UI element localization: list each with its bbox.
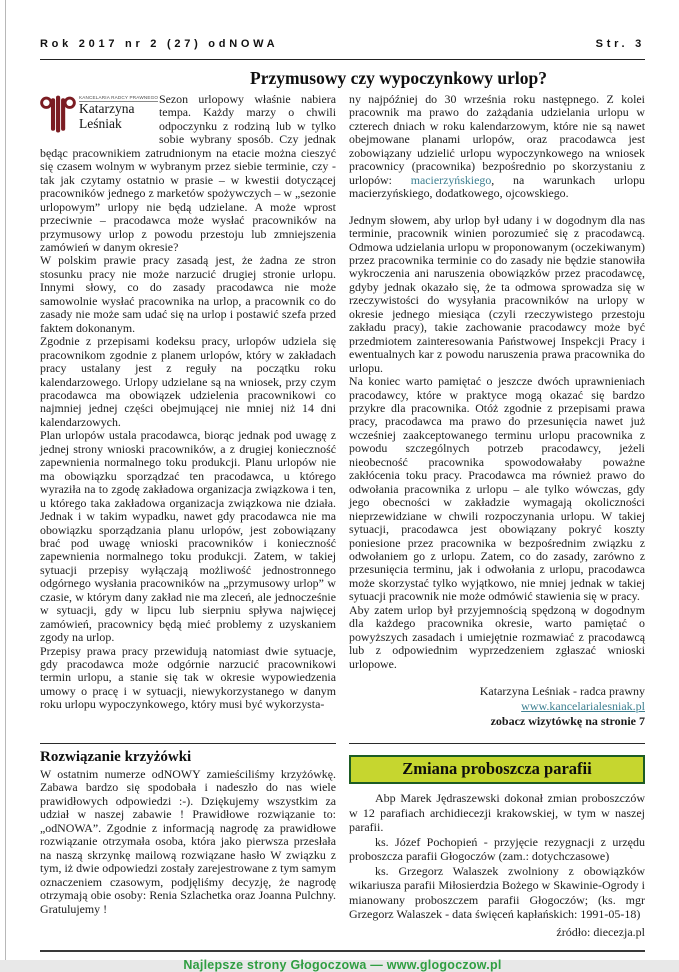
article-body: [40, 93, 645, 729]
paragraph: W polskim prawie pracy zasadą jest, że żadna ze stron stosunku pracy nie może narzucić drugiej stronie urlopu. Innymi słowy, co do zasady pracodawca nie może samowolnie wysłać pracownika na urlop, a pracownik co do zasady nie może sam udać się na urlop i postawić szefa przed faktem dokonanym.: [40, 253, 336, 335]
footer-divider: [40, 950, 645, 952]
page-header: [40, 38, 645, 50]
paragraph: Plan urlopów ustala pracodawca, biorąc jednak pod uwagę z jednej strony wnioski pracowników, a z drugiej konieczność zapewnienia normalnego toku produkcji. Planu urlopów nie ma obowiązku sporządzać ten pracodawca, u którego wyraziła na to zgodę zakładowa organizacja związkowa i ten, u którego taka zakładowa organizacja związkowa nie działa. Jednak i w takim wypadku, nawet gdy pracodawca nie ma obowiązku sporządzania planu urlopów, jest zobowiązany brać pod uwagę wnioski pracowników i konieczność zapewnienia normalnego toku produkcji. Zatem, w takiej sytuacji przepisy wyłączają możliwość jednostronnego odgórnego wysłania pracowników na „przymusowy urlop” w czasie, w którym dany zakład nie ma zleceń, ale jednocześnie w sytuacji, gdy w lipcu lub sierpniu spływa najwięcej zamówień, pracownicy będą mieć problemy z uzyskaniem zgody na urlop.: [40, 428, 336, 645]
business-card-note: zobacz wizytówkę na stronie 7: [490, 714, 645, 729]
paragraph: ks. Józef Pochopień - przyjęcie rezygnacji z urzędu proboszcza parafii Głogoczów (zam.: dotychczasowe): [349, 834, 645, 864]
article-signature: [349, 684, 645, 729]
header-divider: [40, 59, 645, 60]
page-edge-line: [5, 0, 6, 960]
paragraph: Na koniec warto pamiętać o jeszcze dwóch uprawnieniach pracodawcy, które w praktyce mogą okazać się bardzo przykre dla pracownika. Otóż zgodnie z przepisami prawa pracy, pracodawca ma prawo do przesunięcia nawet już wcześniej zaakceptowanego terminu urlopu pracownika z powodu szczególnych potrzeb pracodawcy, jeżeli nieobecność pracownika spowodowałaby poważne zakłócenia toku pracy. Pracodawca ma również prawo do odwołania pracownika z urlopu – ale tylko wówczas, gdy jego obecności w zakładzie wymagają okoliczności nieprzewidziane w chwili rozpoczynania urlopu. W takiej sytuacji, pracodawca jest obowiązany pokryć koszty poniesione przez pracownika w bezpośrednim związku z odwołaniem go z urlopu. Zatem, co do zasady, zarówno z przesunięcia terminu, jak i odwołania z urlopu, pracodawca może skorzystać tylko wyjątkowo, nie mniej jednak w takiej sytuacji pracownik nie może odmówić stawienia się w pracy.: [349, 374, 645, 604]
paragraph: Sezon urlopowy właśnie nabiera tempa. Każdy marzy o chwili odpoczynku z rodziną lub w tylko sobie wybrany sposób. Czy jednak będąc pracownikiem zatrudnionym na etacie można cieszyć się czasem wolnym w wybranym przez siebie terminie, czy - tak jak czytamy ostatnio w prasie – w kwestii dotyczącej pracowników jednego z marketów spożywczych – w „sezonie urlopowym” urlopy nie będą udzielane. A może wprost przeciwnie – pracodawca może wysłać pracowników na przymusowy urlop z powodu przestoju lub zmniejszenia zamówień w danym okresie?: [40, 92, 336, 254]
crossword-body: W ostatnim numerze odNOWY zamieściliśmy krzyżówkę. Zabawa bardzo się spodobała i nadeszło do nas wiele prawidłowych odpowiedzi :-). Dziękujemy wszystkim za udział w naszej zabawie ! Prawidłowe rozwiązanie to: „odNOWA”. Zgodnie z informacją nagrodę za prawidłowe rozwiązanie otrzymała osoba, która jako pierwsza przesłała na naszą skrzynkę mailową rozwiązane hasło W związku z tym, iż dwie odpowiedzi zostały zarejestrowane z tym samym oznaczeniem czasowym, podjęliśmy decyzję, że nagrodę otrzymają obie osoby: Renia Szlachetka oraz Joanna Pulchny. Gratulujemy !: [40, 767, 336, 916]
paragraph-text: ny najpóźniej do 30 września roku następnego. Z kolei pracownik ma prawo do zażądania udzielania urlopu w czterech dniach w roku kalendarzowym, które nie są nawet obejmowane planami urlopów, oraz pracodawca jest zobowiązany udzielić urlopu wypoczynkowego na wniosek pracownicy (pracownika) bezpośrednio po skorzystaniu z urlopów:: [349, 92, 645, 187]
page-number: Str. 3: [595, 38, 645, 50]
website-link[interactable]: www.kancelarialesniak.pl: [521, 699, 645, 714]
paragraph: Przepisy prawa pracy przewidują natomiast dwie sytuacje, gdy pracodawca może odgórnie narzucić pracownikowi termin urlopu, a stanie się tak w okresie wypowiedzenia umowy o pracę i w sytuacji, niewykorzystanego w danym roku urlopu wypoczynkowego, który musi być wykorzysta-: [40, 643, 336, 712]
paragraph: Jednym słowem, aby urlop był udany i w dogodnym dla nas terminie, pracownik winien porozumieć się z pracodawcą. Odmowa udzielania urlopu w proponowanym (oczekiwanym) przez pracownika terminie co do zasady nie będzie stanowiła wykroczenia ani naruszenia obowiązków przez pracodawcę, gdyby jednak okazało się, że ta odmowa sprowadza się w rzeczywistości do wysyłania pracowników na urlopy w okresie jednego miesiąca (czyli rzeczywistego przestoju zakładu pracy), takie zachowanie pracodawcy może być przedmiotem zainteresowania Państwowej Inspekcji Pracy i ewentualnych kar z powodu naruszenia prawa pracownika do urlopu.: [349, 212, 645, 375]
parish-banner-title: Zmiana proboszcza parafii: [349, 755, 645, 784]
article-right-column: [349, 93, 645, 729]
author-line: Katarzyna Leśniak - radca prawny: [479, 684, 645, 699]
footer-text: Najlepsze strony Głogoczowa — www.glogoczow.pl: [183, 957, 502, 972]
parish-section: [349, 743, 645, 940]
logo-text: [79, 94, 158, 131]
paragraph: Abp Marek Jędraszewski dokonał zmian proboszczów w 12 parafiach archidiecezji krakowskiej, w tym w naszej parafii.: [349, 791, 645, 835]
bottom-sections: [40, 743, 645, 940]
crossword-section: [40, 743, 336, 940]
issue-info: Rok 2017 nr 2 (27) odNOWA: [40, 38, 279, 50]
paragraph: [349, 93, 645, 201]
paragraph: ks. Grzegorz Walaszek zwolniony z obowiązków wikariusza parafii Miłosierdzia Bożego w Skawinie-Ogrody i mianowany proboszczem parafii Głogoczów; (ks. mgr Grzegorz Walaszek - data święceń kapłańskich: 1991-05-18): [349, 863, 645, 922]
law-office-logo: [40, 94, 159, 136]
paragraph: Aby zatem urlop był przyjemnością spędzoną w dogodnym dla każdego pracownika okresie, warto pamiętać o powyższych zasadach i umiejętnie rozmawiać z pracodawcą lub z odpowiednim wyprzedzeniem zgłaszać wnioski urlopowe.: [349, 602, 645, 671]
column-logo-icon: [40, 94, 76, 135]
article-left-column: [40, 93, 336, 729]
maternity-leave-link[interactable]: macierzyńskiego: [410, 172, 492, 187]
logo-name-line1: Katarzyna: [79, 101, 135, 116]
source-line: źródło: diecezja.pl: [556, 924, 645, 939]
logo-office-type: KANCELARIA RADCY PRAWNEGO: [79, 95, 159, 100]
page-footer: [40, 950, 645, 972]
crossword-title: Rozwiązanie krzyżówki: [40, 749, 192, 766]
paragraph: Zgodnie z przepisami kodeksu pracy, urlopów udziela się pracownikom zgodnie z planem urlopów, który w zakładach pracy ustalany jest z reguły na początku roku kalendarzowego. Urlopy udzielane są na wniosek, przy czym pracodawca ma obowiązek udzielenia pracownikowi co najmniej jednej części obejmującej nie mniej niż 14 dni kalendarzowych.: [40, 334, 336, 429]
paragraph-text: , na warunkach urlopu macierzyńskiego, dodatkowego, ojcowskiego.: [349, 172, 645, 201]
article-title: Przymusowy czy wypoczynkowy urlop?: [250, 68, 547, 88]
logo-name-line2: Leśniak: [79, 115, 122, 131]
